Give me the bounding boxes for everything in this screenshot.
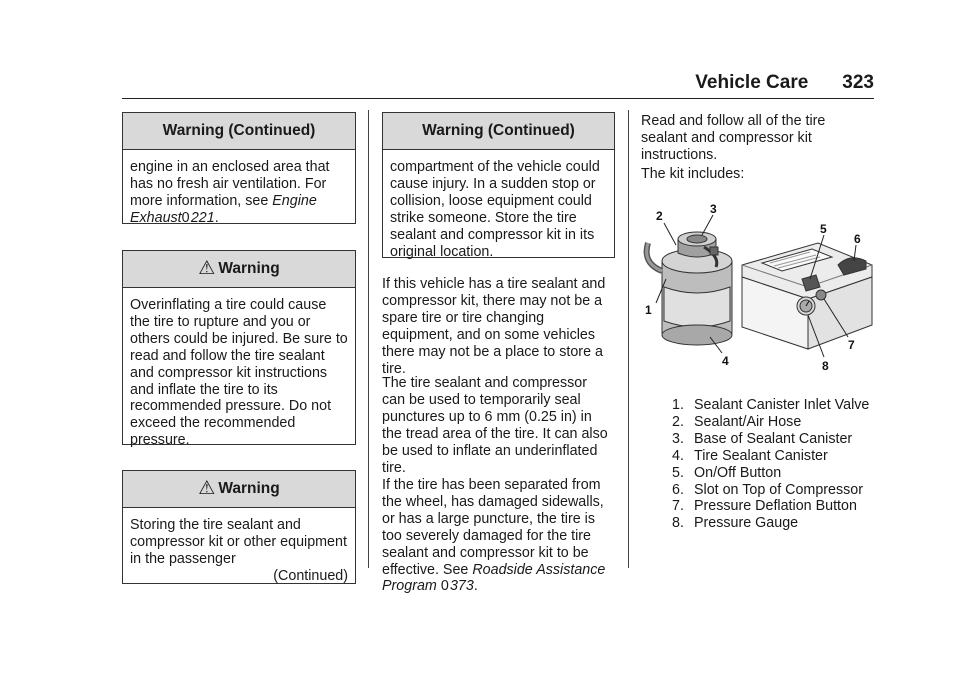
warning-body: compartment of the vehicle could cause injury. In a sudden stop or collision, loose equipment could strike someone. Store the tire sealant and compressor kit in its original location. [390,159,600,260]
roadside-assistance-link[interactable]: Roadside Assistance Program [382,561,606,595]
list-item-label: Pressure Deflation Button [694,498,857,515]
list-item [672,448,869,465]
callout-4: 4 [722,354,729,368]
paragraph-text: If the tire has been separated from the wheel, has damaged sidewalls, or has a large puncture, the tire is too severely damaged for the tire sealant and compressor kit to be effective. See [382,477,604,578]
warning-box-continued-2 [382,112,615,258]
sealant-compressor-kit-illustration [640,195,876,380]
list-item-number: 1. [672,397,684,413]
list-item-number: 2. [672,413,684,430]
page-header [695,72,874,94]
list-item-label: Sealant Canister Inlet Valve [694,397,870,413]
warning-title: Warning [218,480,280,497]
kit-illustration [640,195,876,380]
list-item-label: Sealant/Air Hose [694,413,802,430]
list-item-number: 6. [672,481,684,498]
page-ref-number[interactable]: 373 [449,578,474,595]
list-item-number: 4. [672,447,684,464]
list-item-number: 7. [672,498,684,515]
list-item [672,482,869,499]
list-item-label: Base of Sealant Canister [694,430,853,447]
list-item-number: 5. [672,464,684,481]
callout-2: 3 [710,202,717,216]
page-ref-symbol: 0 [181,209,190,226]
sentence-end: . [473,578,478,595]
page-ref-symbol: 0 [440,578,449,595]
continued-label: (Continued) [273,567,348,584]
warning-header [383,113,614,150]
engine-exhaust-link[interactable]: Engine Exhaust [130,192,317,226]
list-item [672,397,869,414]
list-item-number: 8. [672,515,684,532]
warning-text: engine in an enclosed area that has no fresh air ventilation. For more information, see [130,159,330,209]
warning-header [123,471,355,508]
list-item [672,498,869,515]
warning-header [123,113,355,150]
warning-body [123,150,355,235]
warning-header [123,251,355,288]
page-number: 323 [842,72,874,93]
list-item-label: Tire Sealant Canister [694,447,828,464]
callout-1: 2 [656,209,663,223]
column-divider-2 [628,110,629,568]
paragraph-spare-tire: If this vehicle has a tire sealant and compressor kit, there may not be a spare tire or tire changing equipment, and on some vehicles there may not be a place to store a tire. [382,276,606,377]
paragraph-read-instructions: Read and follow all of the tire sealant and compressor kit instructions. [641,113,826,163]
warning-title: Warning (Continued) [162,122,316,139]
list-item [672,515,869,532]
list-item-label: Slot on Top of Compressor [694,481,864,498]
callout-8: 8 [822,359,829,373]
paragraph-kit-includes: The kit includes: [641,166,745,182]
warning-body: Overinflating a tire could cause the tire to rupture and you or others could be injured. Be sure to read and follow the tire sealant and compressor kit instructions and inflate the tire to its recommended pressure. Do not exceed the recommended pressure. [130,297,348,449]
warning-box-overinflating [122,250,356,449]
list-item-label: Pressure Gauge [694,515,799,532]
warning-box-storing [122,470,356,584]
list-item-label: On/Off Button [694,464,782,481]
header-rule [122,98,874,99]
paragraph-damaged-tire [382,477,614,595]
callout-6: 6 [854,232,861,246]
warning-text: Storing the tire sealant and compressor kit or other equipment in the passenger [130,517,347,567]
list-item [672,414,869,431]
kit-components-list [672,397,869,532]
paragraph-sealant-use: The tire sealant and compressor can be used to temporarily seal punctures up to 6 mm (0.25 in) in the tread area of the tire. It can also be used to inflate an underinflated tire. [382,375,608,476]
callout-5: 5 [820,222,827,236]
warning-title: Warning [218,260,280,277]
sentence-end: . [214,209,219,226]
warning-triangle-icon: ⚠ [198,477,216,499]
list-item-number: 3. [672,430,684,447]
section-title: Vehicle Care [695,72,809,93]
column-divider-1 [368,110,369,568]
callout-3: 1 [645,303,652,317]
warning-title: Warning (Continued) [422,122,575,139]
warning-box-continued [122,112,356,224]
page-ref-number[interactable]: 221 [190,209,215,226]
list-item [672,431,869,448]
list-item [672,465,869,482]
warning-triangle-icon: ⚠ [198,257,216,279]
callout-7: 7 [848,338,855,352]
warning-body [123,508,355,593]
